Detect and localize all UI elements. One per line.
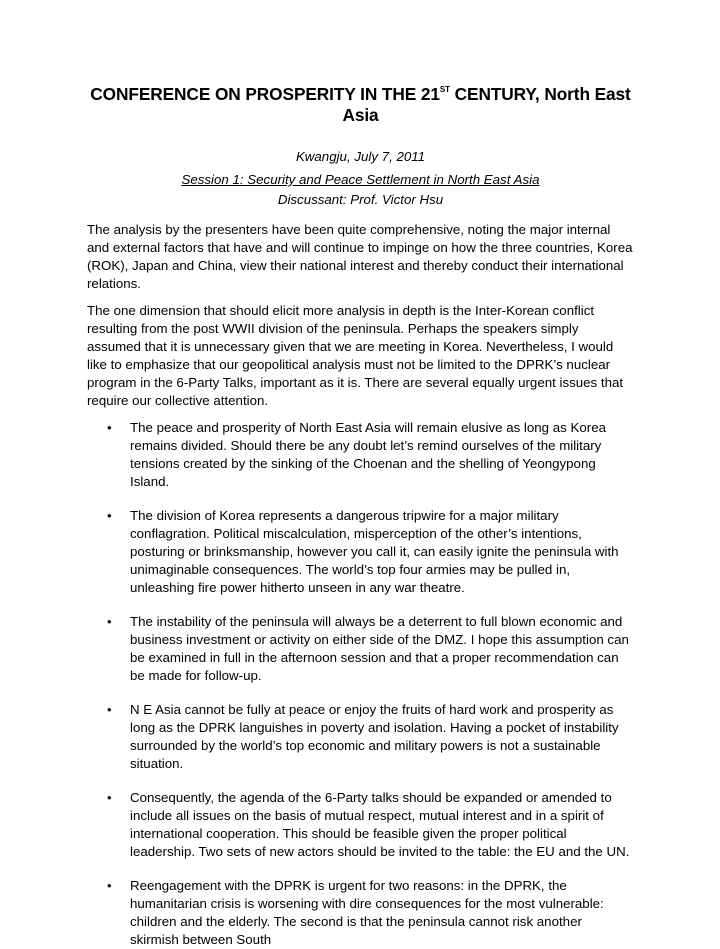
title-text-end: CENTURY, North East Asia xyxy=(342,84,631,125)
bullet-text: Consequently, the agenda of the 6-Party talks should be expanded or amended to include all issues on the basis of mutual respect, mutual interest and in a spirit of international cooperation. This should be feasible given the proper political leadership. Two sets of new actors should be invited to the table: the EU and the UN. xyxy=(130,790,630,859)
document-meta xyxy=(87,147,634,210)
bullet-text: The instability of the peninsula will always be a deterrent to full blown economic and business investment or activity on either side of the DMZ. I hope this assumption can be examined in full in the afternoon session and that a proper recommendation can be made for follow-up. xyxy=(130,614,629,683)
bullet-icon: • xyxy=(107,702,112,717)
bullet-text: N E Asia cannot be fully at peace or enjoy the fruits of hard work and prosperity as long as the DPRK languishes in poverty and isolation. Having a pocket of instability surrounded by the world’s top economic and military powers is not a sustainable situation. xyxy=(130,702,619,771)
title-superscript: ST xyxy=(439,85,450,94)
bullet-item xyxy=(87,507,634,597)
bullet-item xyxy=(87,613,634,685)
bullet-icon: • xyxy=(107,790,112,805)
discussant: Discussant: Prof. Victor Hsu xyxy=(277,192,444,207)
bullet-text: The division of Korea represents a dangerous tripwire for a major military conflagration. Political miscalculation, misperception of the other’s intentions, posturing or brinksmanship, however you call it, can easily ignite the peninsula with unimaginable consequences. The world’s top four armies may be pulled in, unleashing fire power hitherto unseen in any war theatre. xyxy=(130,508,619,595)
bullet-text: The peace and prosperity of North East Asia will remain elusive as long as Korea remains divided. Should there be any doubt let’s remind ourselves of the military tensions created by the sinking of the Choenan and the shelling of Yeongypong Island. xyxy=(130,420,606,489)
bullet-icon: • xyxy=(107,614,112,629)
bullet-icon: • xyxy=(107,878,112,893)
bullet-item xyxy=(87,877,634,949)
bullet-icon: • xyxy=(107,420,112,435)
bullet-list xyxy=(87,419,634,949)
bullet-item xyxy=(87,701,634,773)
document-title xyxy=(87,84,634,126)
bullet-text: Reengagement with the DPRK is urgent for two reasons: in the DPRK, the humanitarian crisis is worsening with dire consequences for the most vulnerable: children and the elderly. The second is that the peninsula cannot risk another skirmish between South xyxy=(130,878,604,947)
paragraph-2: The one dimension that should elicit more analysis in depth is the Inter-Korean conflict resulting from the post WWII division of the peninsula. Perhaps the speakers simply assumed that it is unnecessary given that we are meeting in Korea. Nevertheless, I would like to emphasize that our geopolitical analysis must not be limited to the DPRK’s nuclear program in the 6-Party Talks, important as it is. There are several equally urgent issues that require our collective attention. xyxy=(87,303,624,408)
bullet-item xyxy=(87,419,634,491)
bullet-icon: • xyxy=(107,508,112,523)
session-title: Session 1: Security and Peace Settlement in North East Asia xyxy=(181,172,540,187)
bullet-item xyxy=(87,789,634,861)
paragraph-1: The analysis by the presenters have been quite comprehensive, noting the major internal and external factors that have and will continue to impinge on how the three countries, Korea (ROK), Japan and China, view their national interest and thereby conduct their international relations. xyxy=(87,222,633,291)
title-text: CONFERENCE ON PROSPERITY IN THE 21 xyxy=(90,84,440,104)
location-date: Kwangju, July 7, 2011 xyxy=(295,149,426,164)
